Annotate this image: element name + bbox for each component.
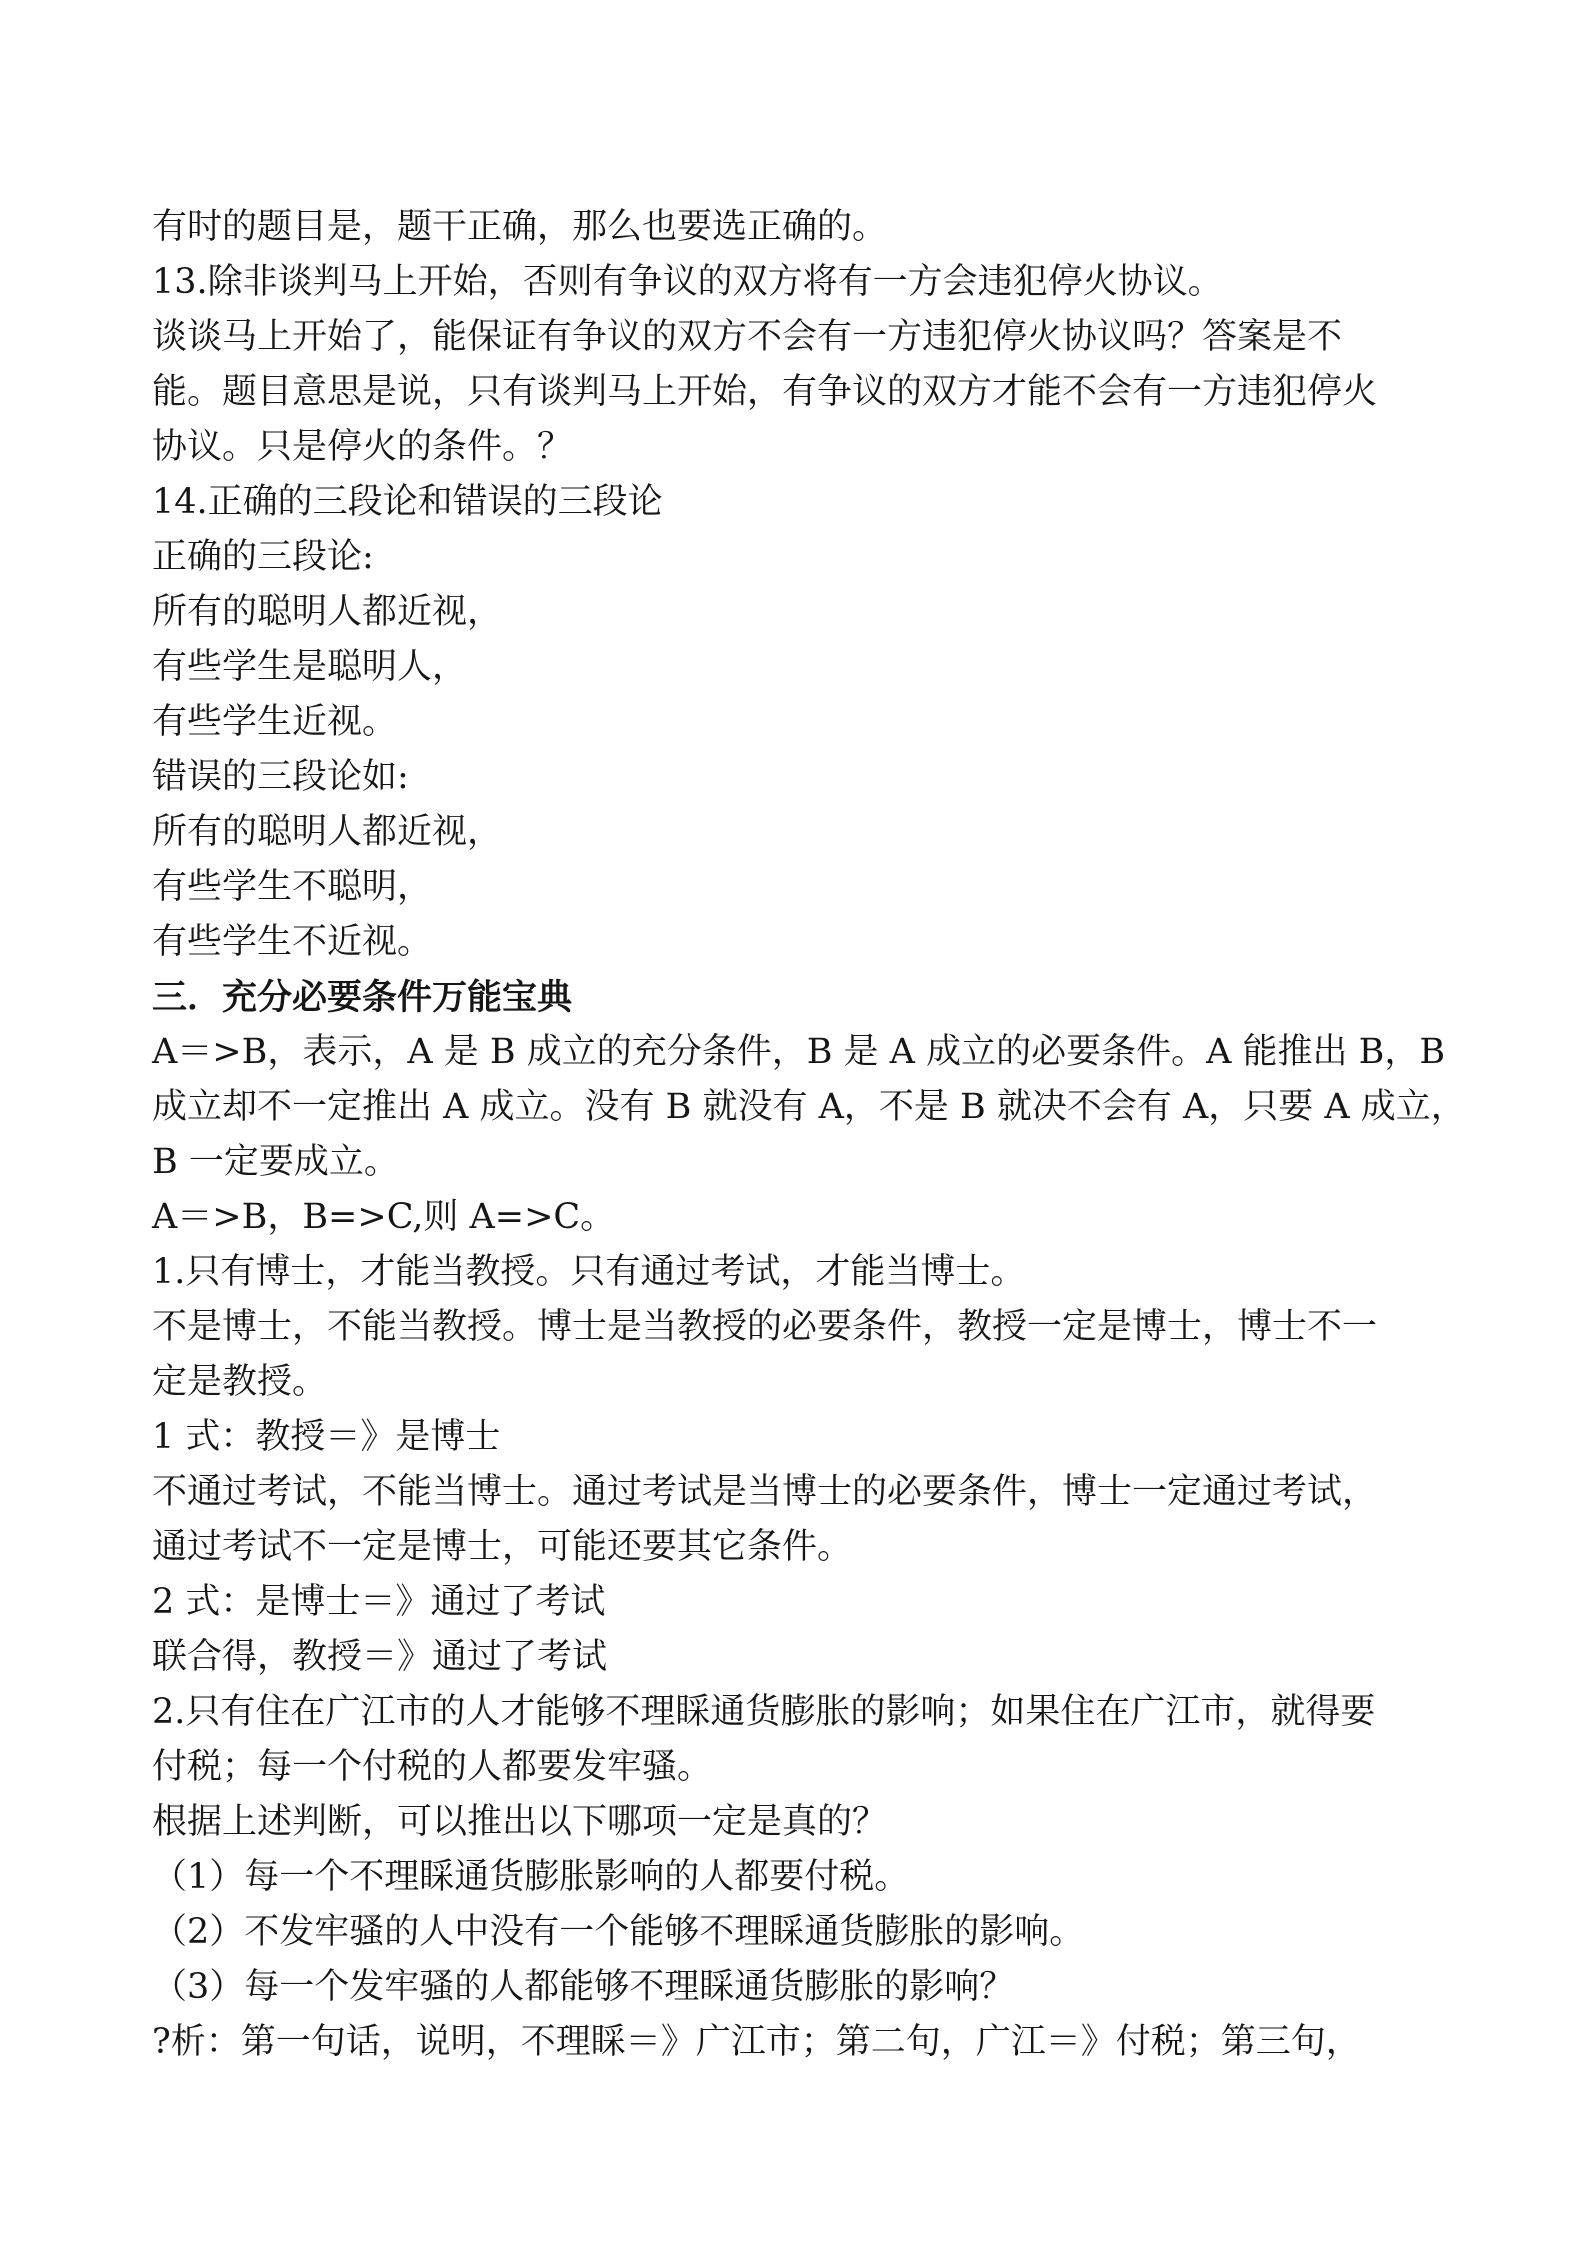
text-line: 通过考试不一定是博士，可能还要其它条件。 bbox=[152, 1527, 853, 1567]
text-line: 成立却不一定推出 A 成立。没有 B 就没有 A，不是 B 就决不会有 A，只要 A 成立， bbox=[152, 1087, 1466, 1127]
text-line: B 一定要成立。 bbox=[152, 1142, 399, 1182]
text-line: A＝>B，B=>C,则 A=>C。 bbox=[152, 1197, 616, 1237]
text-line: 1.只有博士，才能当教授。只有通过考试，才能当博士。 bbox=[152, 1252, 1026, 1292]
text-line: 根据上述判断，可以推出以下哪项一定是真的？ bbox=[152, 1802, 888, 1842]
text-line: 不通过考试，不能当博士。通过考试是当博士的必要条件，博士一定通过考试， bbox=[152, 1472, 1378, 1512]
text-line: （2）不发牢骚的人中没有一个能够不理睬通货膨胀的影响。 bbox=[152, 1912, 1085, 1952]
text-line: 有些学生是聪明人， bbox=[152, 647, 468, 687]
text-line: 正确的三段论: bbox=[152, 537, 374, 577]
text-line: 错误的三段论如: bbox=[152, 757, 409, 797]
text-line: （1）每一个不理睬通货膨胀影响的人都要付税。 bbox=[152, 1857, 910, 1897]
text-line: 2 式：是博士＝》通过了考试 bbox=[152, 1582, 606, 1622]
text-line: 所有的聪明人都近视， bbox=[152, 592, 503, 632]
text-line: 联合得，教授＝》通过了考试 bbox=[152, 1637, 608, 1677]
text-line: ?析：第一句话，说明，不理睬＝》广江市；第二句，广江＝》付税；第三句， bbox=[152, 2022, 1361, 2062]
text-line: A＝>B，表示，A 是 B 成立的充分条件，B 是 A 成立的必要条件。A 能推出 B，B bbox=[152, 1032, 1446, 1072]
text-line: 有些学生近视。 bbox=[152, 702, 398, 742]
text-line: （3）每一个发牢骚的人都能够不理睬通货膨胀的影响？ bbox=[152, 1967, 1015, 2007]
text-line: 所有的聪明人都近视， bbox=[152, 812, 503, 852]
text-line: 能。题目意思是说，只有谈判马上开始，有争议的双方才能不会有一方违犯停火 bbox=[152, 372, 1378, 412]
text-line: 有些学生不聪明， bbox=[152, 867, 433, 907]
text-line: 协议。只是停火的条件。？ bbox=[152, 427, 573, 467]
text-line: 谈谈马上开始了，能保证有争议的双方不会有一方违犯停火协议吗？答案是不 bbox=[152, 317, 1343, 357]
section-heading: 三．充分必要条件万能宝典 bbox=[152, 977, 573, 1018]
text-line: 不是博士，不能当教授。博士是当教授的必要条件，教授一定是博士，博士不一 bbox=[152, 1307, 1378, 1347]
text-line: 有时的题目是，题干正确，那么也要选正确的。 bbox=[152, 207, 888, 247]
text-line: 定是教授。 bbox=[152, 1362, 328, 1402]
text-line: 1 式：教授＝》是博士 bbox=[152, 1417, 501, 1457]
document-page bbox=[152, 200, 1466, 2070]
text-line: 有些学生不近视。 bbox=[152, 922, 433, 962]
text-line: 2.只有住在广江市的人才能够不理睬通货膨胀的影响；如果住在广江市，就得要 bbox=[152, 1692, 1376, 1732]
text-line: 13.除非谈判马上开始，否则有争议的双方将有一方会违犯停火协议。 bbox=[152, 262, 1223, 302]
text-line: 14.正确的三段论和错误的三段论 bbox=[152, 482, 663, 522]
text-line: 付税；每一个付税的人都要发牢骚。 bbox=[152, 1747, 713, 1787]
